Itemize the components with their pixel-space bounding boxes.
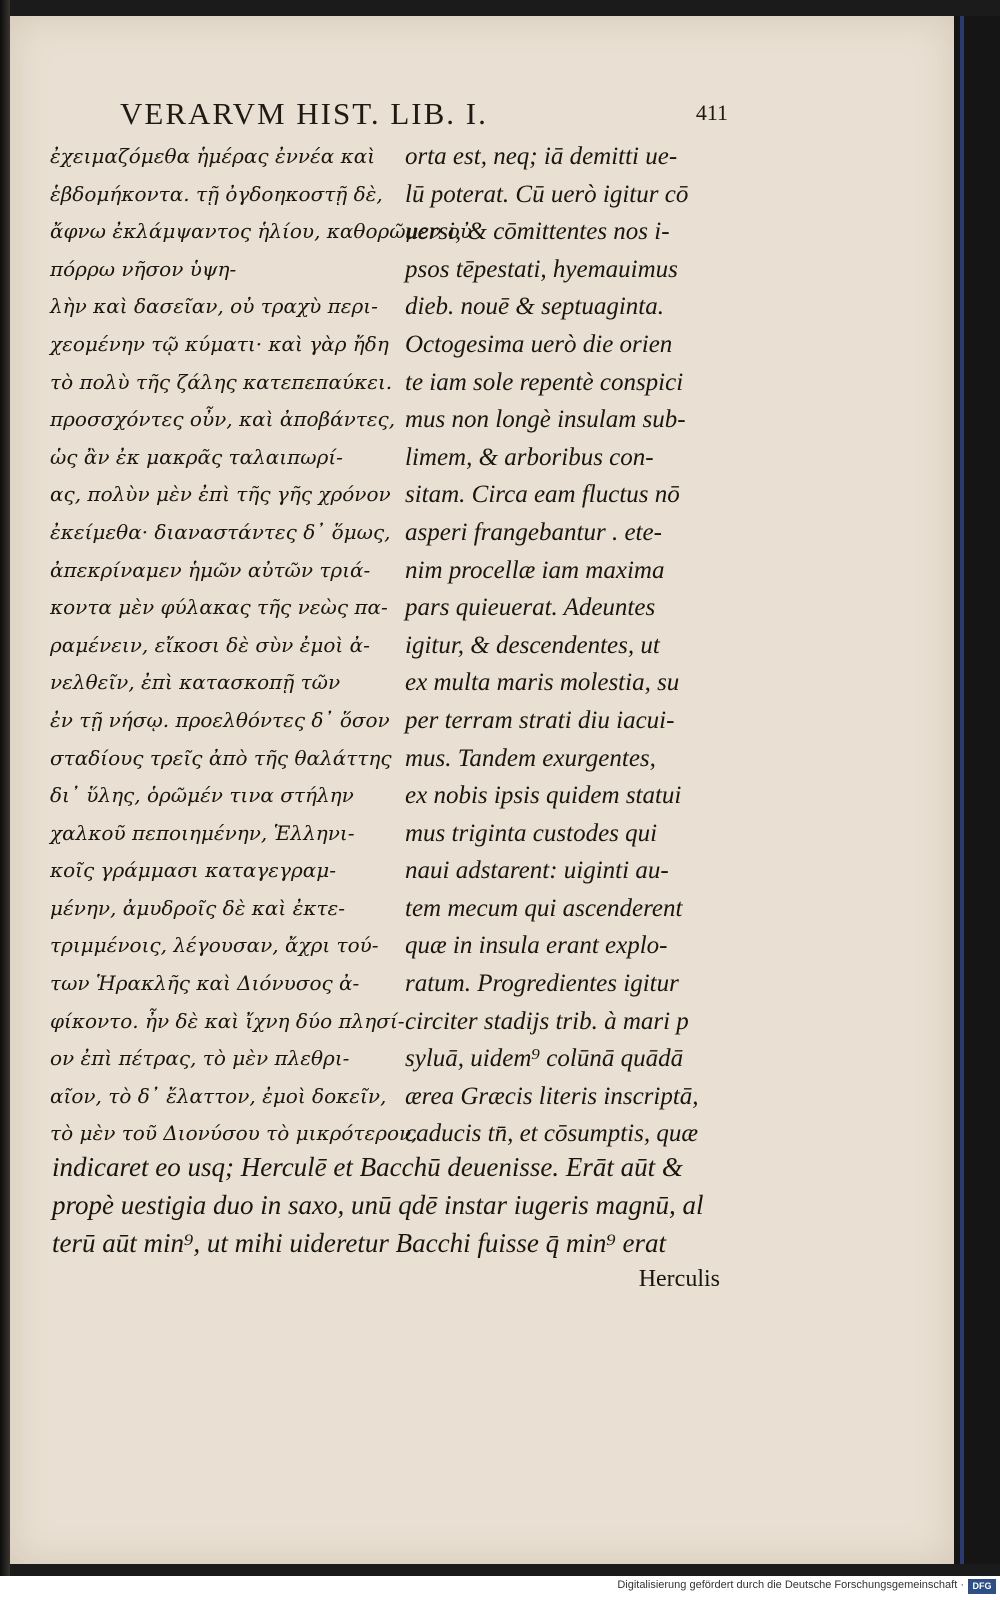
greek-text-line: τριμμένοις, λέγουσαν, ἄχρι τού- (50, 933, 379, 958)
latin-text-line: per terram strati diu iacui- (405, 706, 675, 734)
latin-text-line: sitam. Circa eam fluctus nō (405, 481, 680, 509)
greek-text-line: ας, πολὺν μὲν ἐπὶ τῆς γῆς χρόνον (50, 482, 391, 507)
latin-text-line: nim procellæ iam maxima (405, 556, 665, 584)
book-spine (0, 0, 10, 1600)
latin-text-line: ratum. Progredientes igitur (405, 970, 679, 998)
greek-text-line: λὴν καὶ δασεῖαν, οὐ τραχὺ περι- (50, 294, 378, 319)
latin-text-line: orta est, neq; iā demitti ue- (405, 143, 678, 170)
latin-text-line: te iam sole repentè conspici (405, 368, 684, 396)
greek-text-line: των Ἡρακλῆς καὶ Διόνυσος ἀ- (50, 971, 360, 996)
greek-text-line: προσσχόντες οὖν, καὶ ἀποβάντες, (50, 407, 396, 432)
latin-text-line: ex nobis ipsis quidem statui (405, 782, 682, 810)
greek-text-line: ἐν τῇ νήσῳ. προελθόντες δ᾽ ὅσον (50, 707, 390, 732)
latin-text-line: ærea Græcis literis inscriptā, (405, 1082, 699, 1110)
greek-text-line: πόρρω νῆσον ὑψη- (50, 256, 237, 281)
funding-credit: Digitalisierung gefördert durch die Deutsche Forschungsgemeinschaft · (617, 1579, 964, 1591)
page-number: 411 (695, 100, 728, 125)
edge-band (960, 16, 964, 1564)
greek-text-line: μένην, ἀμυδροῖς δὲ καὶ ἐκτε- (50, 895, 345, 920)
greek-text-line: φίκοντο. ἦν δὲ καὶ ἴχνη δύο πλησί- (50, 1008, 405, 1033)
greek-text-line: ἑβδομήκοντα. τῇ ὀγδοηκοστῇ δὲ, (50, 181, 383, 206)
greek-text-line: κοντα μὲν φύλακας τῆς νεὼς πα- (50, 595, 388, 620)
latin-text-line: mus. Tandem exurgentes, (405, 744, 656, 772)
greek-text-line: χεομένην τῷ κύματι· καὶ γὰρ ἤδη (50, 331, 389, 356)
latin-text-line: tem mecum qui ascenderent (405, 894, 683, 922)
latin-text-line: mus triginta custodes qui (405, 819, 658, 847)
running-title: VERARVM HIST. LIB. I. (120, 96, 488, 131)
greek-text-line: τὸ μὲν τοῦ Διονύσου τὸ μικρότερον, (50, 1121, 418, 1146)
greek-text-line: ἐχειμαζόμεθα ἡμέρας ἐννέα καὶ (50, 144, 376, 168)
greek-column (50, 138, 473, 1153)
latin-text-line: dieb. nouē & septuaginta. (405, 293, 664, 321)
greek-text-line: ἄφνω ἐκλάμψαντος ἡλίου, καθορῶμεν οὐ (50, 219, 473, 244)
latin-text-line: naui adstarent: uiginti au- (405, 857, 669, 885)
latin-text-line: terū aūt min⁹, ut mihi uideretur Bacchi fuisse q̄ min⁹ erat (52, 1228, 666, 1258)
dfg-logo: DFG (968, 1579, 996, 1594)
latin-text-line: Octogesima uerò die orien (405, 330, 673, 358)
catchword: Herculis (638, 1266, 720, 1292)
latin-text-line: pars quieuerat. Adeuntes (405, 594, 656, 622)
latin-text-line: asperi frangebantur . ete- (405, 518, 662, 546)
latin-text-line: limem, & arboribus con- (405, 443, 654, 471)
latin-text-line: propè uestigia duo in saxo, unū qdē instar iugeris magnū, al (52, 1190, 704, 1220)
greek-text-line: σταδίους τρεῖς ἀπὸ τῆς θαλάττης (50, 745, 392, 770)
digitization-footer (0, 1576, 1000, 1600)
greek-text-line: τὸ πολὺ τῆς ζάλης κατεπεπαύκει. (50, 369, 393, 394)
running-header (108, 96, 728, 136)
greek-text-line: δι᾽ ὕλης, ὁρῶμέν τινα στήλην (50, 783, 354, 808)
greek-text-line: ὡς ἂν ἐκ μακρᾶς ταλαιπωρί- (50, 444, 343, 469)
greek-text-line: ἀπεκρίναμεν ἡμῶν αὐτῶν τριά- (50, 557, 371, 582)
latin-text-line: caducis tn̄, et cōsumptis, quæ (405, 1120, 699, 1148)
latin-text-line: lū poterat. Cū uerò igitur cō (405, 180, 689, 208)
latin-text-line: mus non longè insulam sub- (405, 406, 686, 434)
latin-text-line: quæ in insula erant explo- (405, 932, 668, 960)
latin-text-line: psos tēpestati, hyemauimus (405, 255, 678, 283)
latin-text-line: uersi, & cōmittentes nos i- (405, 218, 670, 246)
latin-text-line: igitur, & descendentes, ut (405, 631, 660, 659)
latin-column (405, 138, 745, 1153)
page-edge (954, 16, 1000, 1564)
greek-text-line: ραμένειν, εἴκοσι δὲ σὺν ἐμοὶ ἀ- (50, 632, 370, 657)
latin-text-line: circiter stadijs trib. à mari p (405, 1007, 689, 1035)
latin-text-line: indicaret eo usq; Herculē et Bacchū deuenisse. Erāt aūt & (52, 1152, 683, 1182)
latin-text-line: ex multa maris molestia, su (405, 669, 680, 697)
latin-text-line: syluā, uidem⁹ colūnā quādā (405, 1045, 684, 1073)
greek-text-line: ον ἐπὶ πέτρας, τὸ μὲν πλεθρι- (50, 1046, 350, 1071)
greek-text-line: αῖον, τὸ δ᾽ ἔλαττον, ἐμοὶ δοκεῖν, (50, 1083, 387, 1108)
full-width-text (52, 1148, 752, 1262)
greek-text-line: νελθεῖν, ἐπὶ κατασκοπῇ τῶν (50, 670, 341, 695)
greek-text-line: χαλκοῦ πεποιημένην, Ἑλληνι- (50, 820, 355, 845)
greek-text-line: κοῖς γράμμασι καταγεγραμ- (50, 858, 336, 883)
greek-text-line: ἐκείμεθα· διαναστάντες δ᾽ ὅμως, (50, 519, 391, 544)
